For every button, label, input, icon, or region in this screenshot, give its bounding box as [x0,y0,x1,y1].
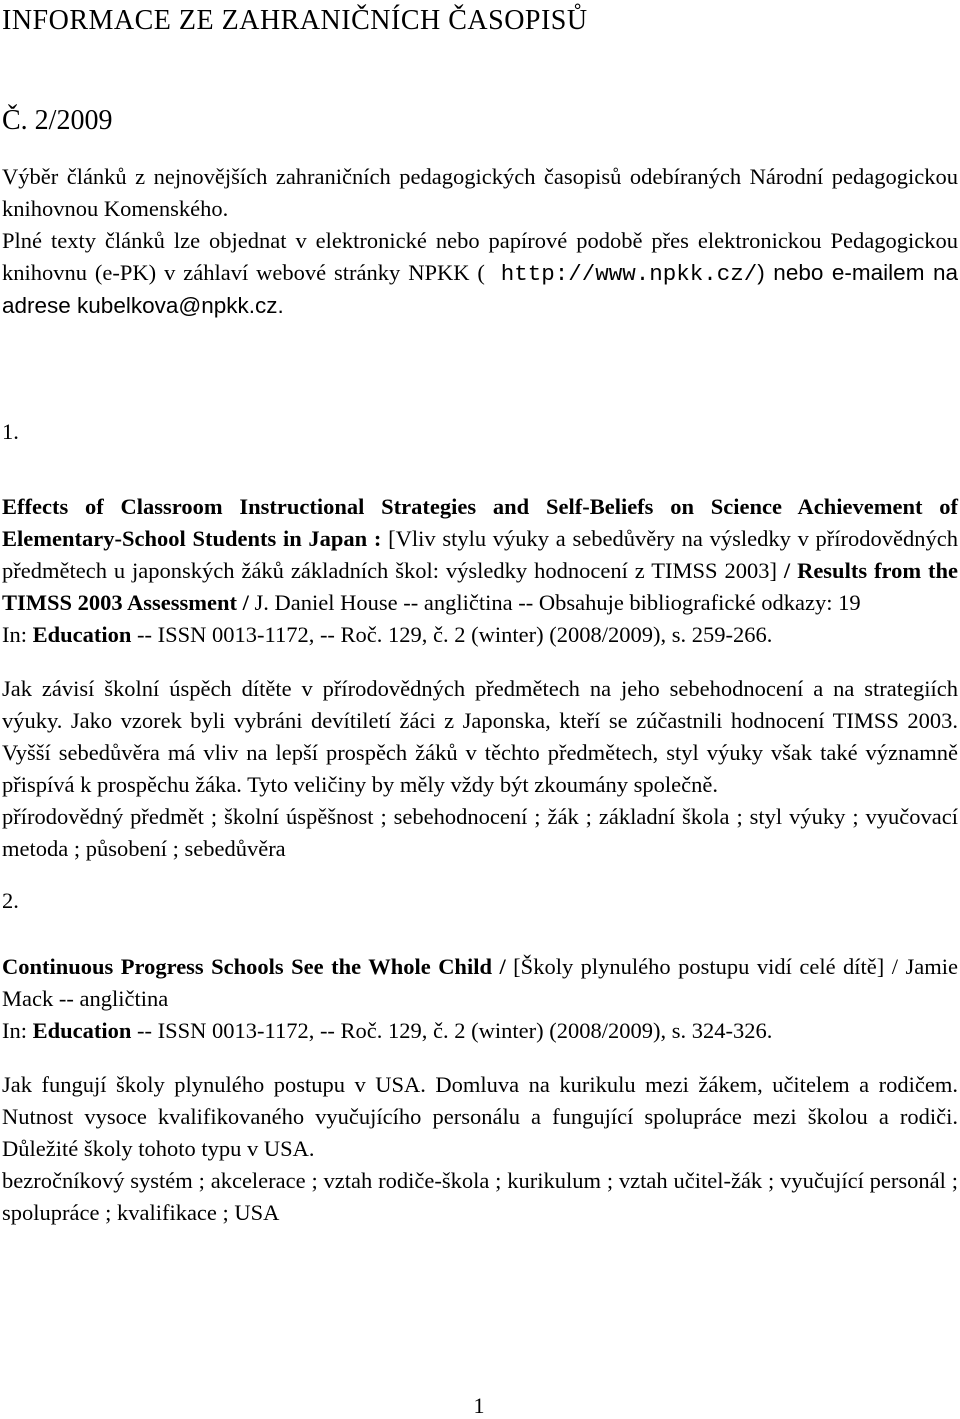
page-number: 1 [473,1393,485,1418]
issue-number: Č. 2/2009 [2,105,113,136]
article-abstract: Jak fungují školy plynulého postupu v USA. Domluva na kurikulu mezi žákem, učitelem a rodičem. Nutnost vysoce kvalifikovaného vyučujícího personálu a fungující spolupráce mezi školou a rodiči. Důležité školy tohoto typu v USA. [2,1072,958,1161]
article-title: Effects of Classroom Instructional Strategies and Self-Beliefs on Science Achievement of Elementary-School Students in Japan : [2,494,958,551]
intro-line1: Výběr článků z nejnovějších zahraničních pedagogických časopisů odebíraných Národní pedagogickou knihovnou Komenského. [2,164,958,221]
journal-citation: -- ISSN 0013-1172, -- Roč. 129, č. 2 (winter) (2008/2009), s. 259-266. [131,622,773,647]
in-label: In: [2,622,33,647]
journal-name: Education [32,622,132,647]
in-label: In: [2,1018,33,1043]
intro-line2-start: Plné texty článků lze objednat v elektronické nebo papírové podobě přes elektronickou Pedagogickou knihovnu (e-PK) v záhlaví webové stránky NPKK ( [2,228,958,285]
article-2 [0,885,958,1229]
article-number: 2. [2,888,19,913]
article-number: 1. [2,419,19,444]
document-title: INFORMACE ZE ZAHRANIČNÍCH ČASOPISŮ [2,5,588,36]
article-citation [2,491,958,651]
article-author: Jamie Mack -- angličtina [2,954,958,1011]
article-1 [0,416,958,865]
article-keywords: bezročníkový systém ; akcelerace ; vztah rodiče-škola ; kurikulum ; vztah učitel-žák ; vyučující personál ; spolupráce ; kvalifikace ; USA [2,1168,958,1225]
article-subtitle: / Results from the TIMSS 2003 Assessment / [2,558,958,615]
intro-paragraph [2,161,958,322]
intro-line2-end: ) nebo e-mailem na adrese kubelkova@npkk.cz. [2,260,959,318]
article-citation [2,951,958,1047]
article-abstract: Jak závisí školní úspěch dítěte v přírodovědných předmětech na jeho sebehodnocení a na strategiích výuky. Jako vzorek byli vybráni devítiletí žáci z Japonska, kteří se zúčastnili hodnocení TIMSS 2003. Vyšší sebedůvěra má vliv na lepší prospěch žáků v těchto předmětech, styl výuky však také významně přispívá k prospěchu žáka. Tyto veličiny by měly vždy být zkoumány společně. [2,676,958,797]
article-title: Continuous Progress Schools See the Whole Child / [2,954,506,979]
article-translation: [Školy plynulého postupu vidí celé dítě] / [505,954,906,979]
journal-citation: -- ISSN 0013-1172, -- Roč. 129, č. 2 (winter) (2008/2009), s. 324-326. [131,1018,773,1043]
intro-line2 [2,225,958,322]
article-keywords: přírodovědný předmět ; školní úspěšnost ; sebehodnocení ; žák ; základní škola ; styl výuky ; vyučovací metoda ; působení ; sebedůvěra [2,804,958,861]
article-author: J. Daniel House -- angličtina -- Obsahuje bibliografické odkazy: 19 [248,590,861,615]
npkk-url-link[interactable]: http://www.npkk.cz/ [484,261,758,287]
journal-name: Education [32,1018,132,1043]
article-translation: [Vliv stylu výuky a sebedůvěry na výsledky v přírodovědných předmětech u japonských žáků základních škol: výsledky hodnocení z TIMSS 2003] [2,526,958,583]
